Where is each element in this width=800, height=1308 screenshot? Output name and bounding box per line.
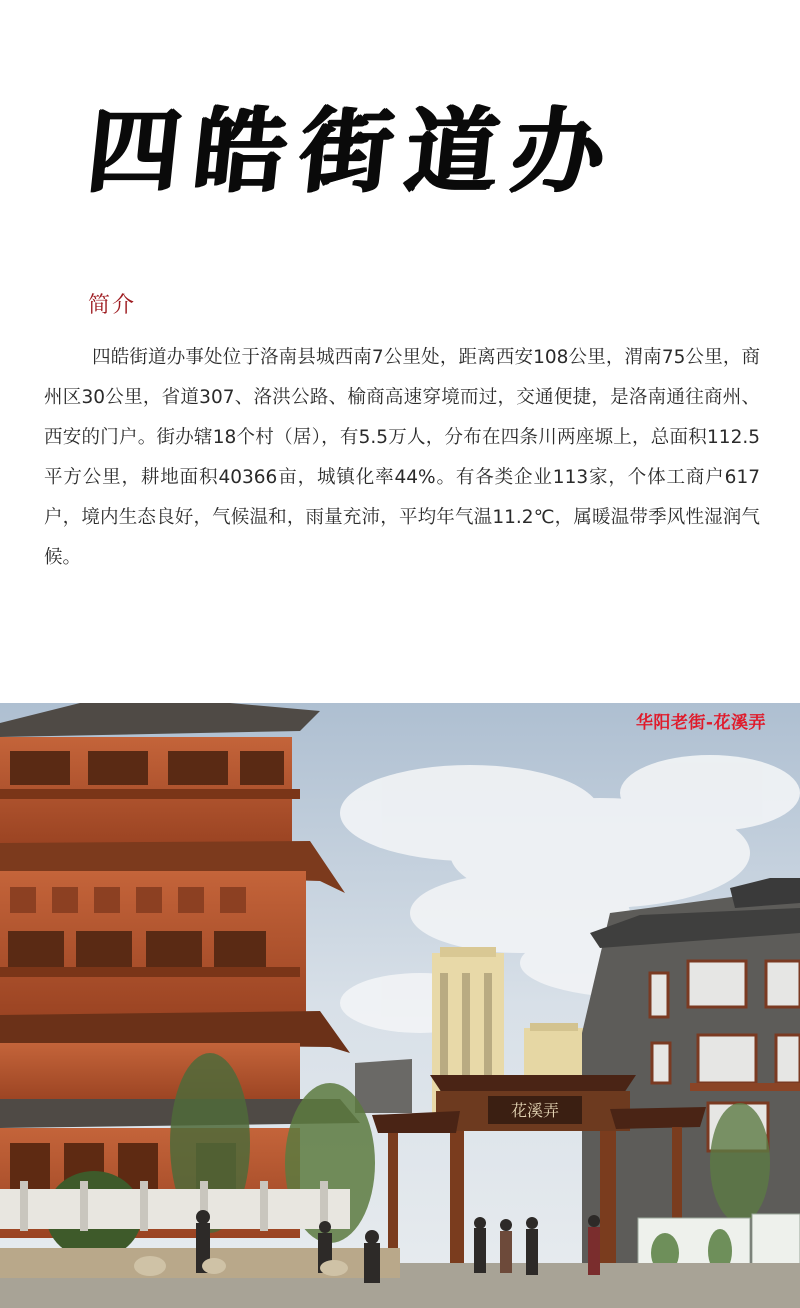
street-scene-illustration [0, 703, 800, 1308]
small-roof-building [355, 1059, 412, 1113]
section-heading: 简介 [88, 293, 137, 318]
page-title: 四皓街道办 [82, 97, 624, 205]
gate-sign: 花溪弄 [510, 1101, 560, 1120]
photo-caption: 华阳老街-花溪弄 [635, 713, 766, 733]
intro-paragraph: 四皓街道办事处位于洛南县城西南7公里处，距离西安108公里，渭南75公里，商州区30公里，省道307、洛洪公路、榆商高速穿境而过，交通便捷，是洛南通往商州、西安的门户。街办辖18个村（居），有5.5万人，分布在四条川两座塬上，总面积112.5平方公里，耕地面积40366亩，城镇化率44%。有各类企业113家，个体工商户617户，境内生态良好，气候温和，雨量充沛，平均年气温11.2℃，属暖温带季风性湿润气候。 [44, 347, 760, 568]
street-photo [0, 703, 800, 1308]
